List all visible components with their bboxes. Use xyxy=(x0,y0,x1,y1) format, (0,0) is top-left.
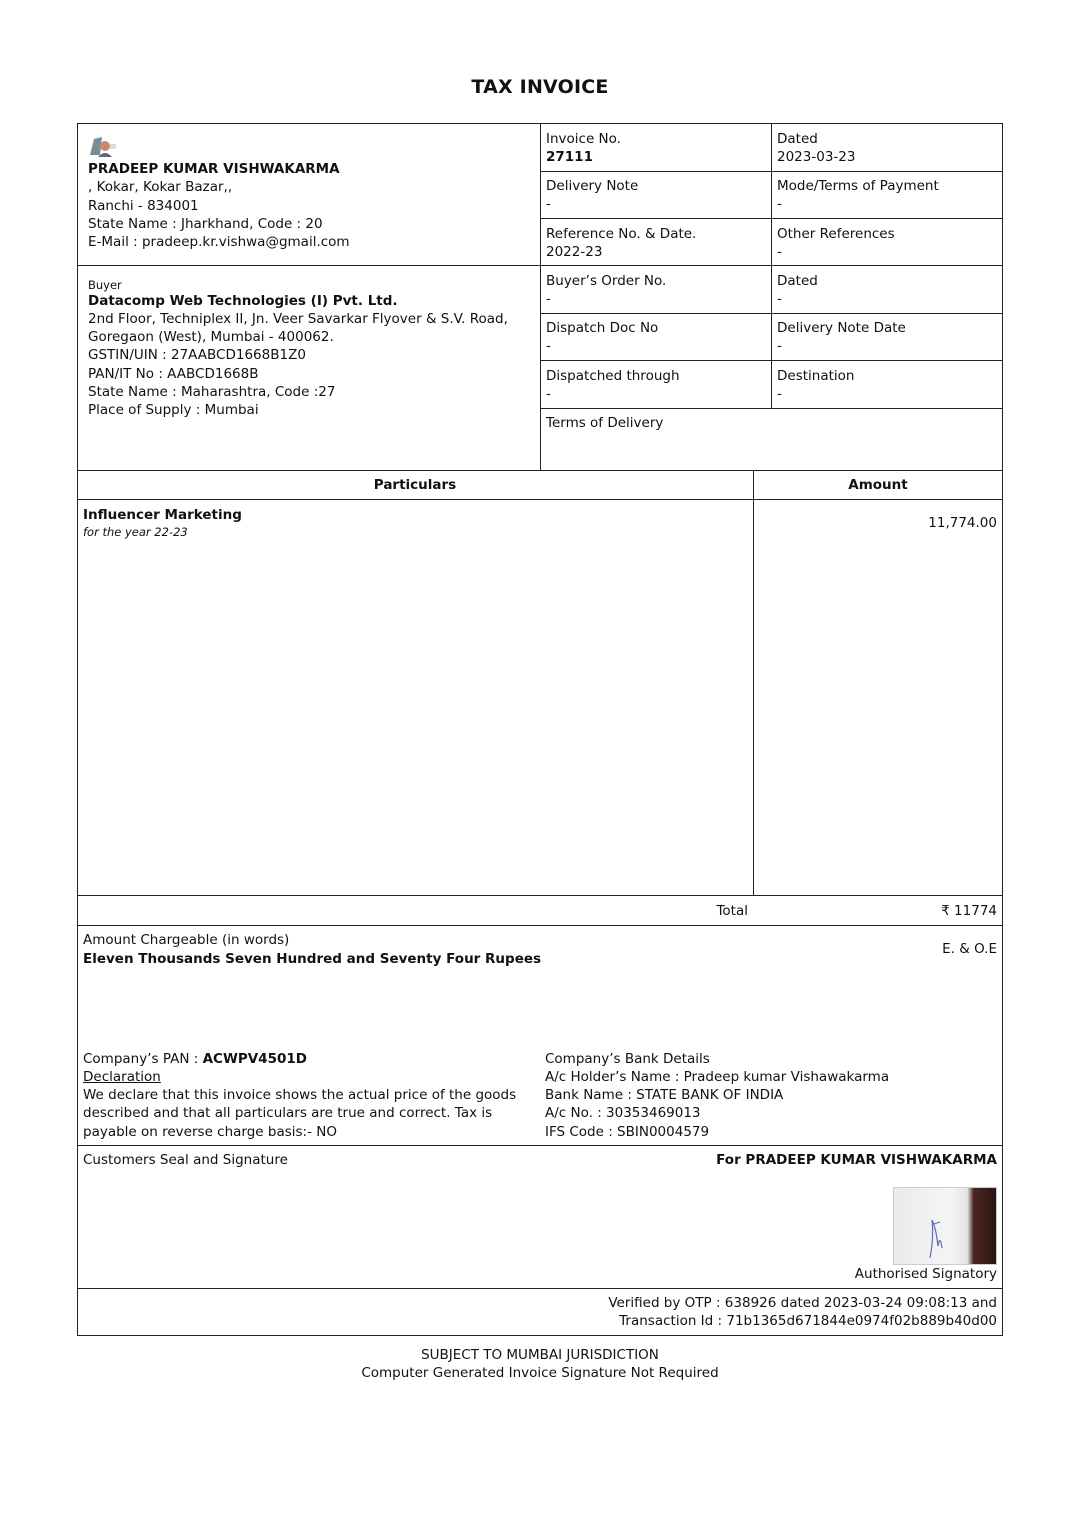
amount-words-label: Amount Chargeable (in words) xyxy=(83,932,290,948)
bank-ifsc-code: IFS Code : SBIN0004579 xyxy=(545,1124,710,1140)
other-references-label: Other References xyxy=(777,226,895,242)
reference-value: 2022-23 xyxy=(546,244,603,260)
buyer-order-label: Buyer’s Order No. xyxy=(546,273,667,289)
total-label: Total xyxy=(716,903,748,919)
payment-terms-value: - xyxy=(777,196,782,212)
dated-label: Dated xyxy=(777,131,818,147)
computer-generated-note: Computer Generated Invoice Signature Not Required xyxy=(361,1365,719,1381)
buyer-name: Datacomp Web Technologies (I) Pvt. Ltd. xyxy=(88,293,398,309)
reference-label: Reference No. & Date. xyxy=(546,226,697,242)
declaration-line-2: described and that all particulars are true and correct. Tax is xyxy=(83,1105,493,1121)
header-divider xyxy=(540,123,541,471)
table-divider xyxy=(753,470,754,896)
buyer-place-of-supply: Place of Supply : Mumbai xyxy=(88,402,259,418)
company-pan xyxy=(83,1050,307,1069)
buyer-label: Buyer xyxy=(88,278,122,292)
company-pan-label: Company’s PAN : xyxy=(83,1051,203,1067)
authorised-signatory-label: Authorised Signatory xyxy=(854,1266,997,1282)
bank-holder-name: A/c Holder’s Name : Pradeep kumar Vishawakarma xyxy=(545,1069,890,1085)
order-dated-value: - xyxy=(777,291,782,307)
dispatched-through-value: - xyxy=(546,386,551,402)
seller-address-1: , Kokar, Kokar Bazar,, xyxy=(88,179,233,195)
total-value: ₹ 11774 xyxy=(941,903,997,919)
item-amount: 11,774.00 xyxy=(928,515,997,531)
eoe-note: E. & O.E xyxy=(942,941,997,957)
terms-of-delivery-label: Terms of Delivery xyxy=(546,415,664,431)
buyer-order-value: - xyxy=(546,291,551,307)
bank-account-number: A/c No. : 30353469013 xyxy=(545,1105,701,1121)
dated-value: 2023-03-23 xyxy=(777,149,856,165)
column-particulars: Particulars xyxy=(373,477,457,493)
for-company-label: For PRADEEP KUMAR VISHWAKARMA xyxy=(716,1152,997,1168)
buyer-address-2: Goregaon (West), Mumbai - 400062. xyxy=(88,329,334,345)
dispatch-doc-label: Dispatch Doc No xyxy=(546,320,659,336)
dispatched-through-label: Dispatched through xyxy=(546,368,680,384)
dispatch-doc-value: - xyxy=(546,338,551,354)
buyer-address-1: 2nd Floor, Techniplex II, Jn. Veer Savarkar Flyover & S.V. Road, xyxy=(88,311,508,327)
company-pan-value: ACWPV4501D xyxy=(202,1051,307,1067)
invoice-title: TAX INVOICE xyxy=(471,76,609,98)
seller-name: PRADEEP KUMAR VISHWAKARMA xyxy=(88,161,340,177)
column-amount: Amount xyxy=(848,477,908,493)
declaration-title: Declaration xyxy=(83,1069,161,1085)
bank-details-title: Company’s Bank Details xyxy=(545,1051,710,1067)
otp-line-2: Transaction Id : 71b1365d671844e0974f02b889b40d00 xyxy=(619,1313,997,1329)
seller-state: State Name : Jharkhand, Code : 20 xyxy=(88,216,323,232)
otp-line-1: Verified by OTP : 638926 dated 2023-03-24 09:08:13 and xyxy=(608,1295,997,1311)
delivery-note-date-value: - xyxy=(777,338,782,354)
seller-address-2: Ranchi - 834001 xyxy=(88,198,199,214)
signature-image xyxy=(893,1187,997,1265)
payment-terms-label: Mode/Terms of Payment xyxy=(777,178,939,194)
delivery-note-date-label: Delivery Note Date xyxy=(777,320,906,336)
declaration-line-1: We declare that this invoice shows the actual price of the goods xyxy=(83,1087,517,1103)
invoice-no-label: Invoice No. xyxy=(546,131,621,147)
jurisdiction-note: SUBJECT TO MUMBAI JURISDICTION xyxy=(421,1347,659,1363)
destination-label: Destination xyxy=(777,368,855,384)
buyer-gstin: GSTIN/UIN : 27AABCD1668B1Z0 xyxy=(88,347,306,363)
order-dated-label: Dated xyxy=(777,273,818,289)
other-references-value: - xyxy=(777,244,782,260)
amount-words-value: Eleven Thousands Seven Hundred and Seventy Four Rupees xyxy=(83,951,542,967)
invoice-no-value: 27111 xyxy=(546,149,593,165)
delivery-note-value: - xyxy=(546,196,551,212)
buyer-pan: PAN/IT No : AABCD1668B xyxy=(88,366,259,382)
buyer-state: State Name : Maharashtra, Code :27 xyxy=(88,384,336,400)
destination-value: - xyxy=(777,386,782,402)
bank-name: Bank Name : STATE BANK OF INDIA xyxy=(545,1087,784,1103)
seller-email: E-Mail : pradeep.kr.vishwa@gmail.com xyxy=(88,234,350,250)
delivery-note-label: Delivery Note xyxy=(546,178,639,194)
item-name: Influencer Marketing xyxy=(83,507,242,523)
customer-seal-label: Customers Seal and Signature xyxy=(83,1152,288,1168)
item-note: for the year 22-23 xyxy=(83,525,188,539)
declaration-line-3: payable on reverse charge basis:- NO xyxy=(83,1124,337,1140)
seller-avatar xyxy=(88,133,118,159)
